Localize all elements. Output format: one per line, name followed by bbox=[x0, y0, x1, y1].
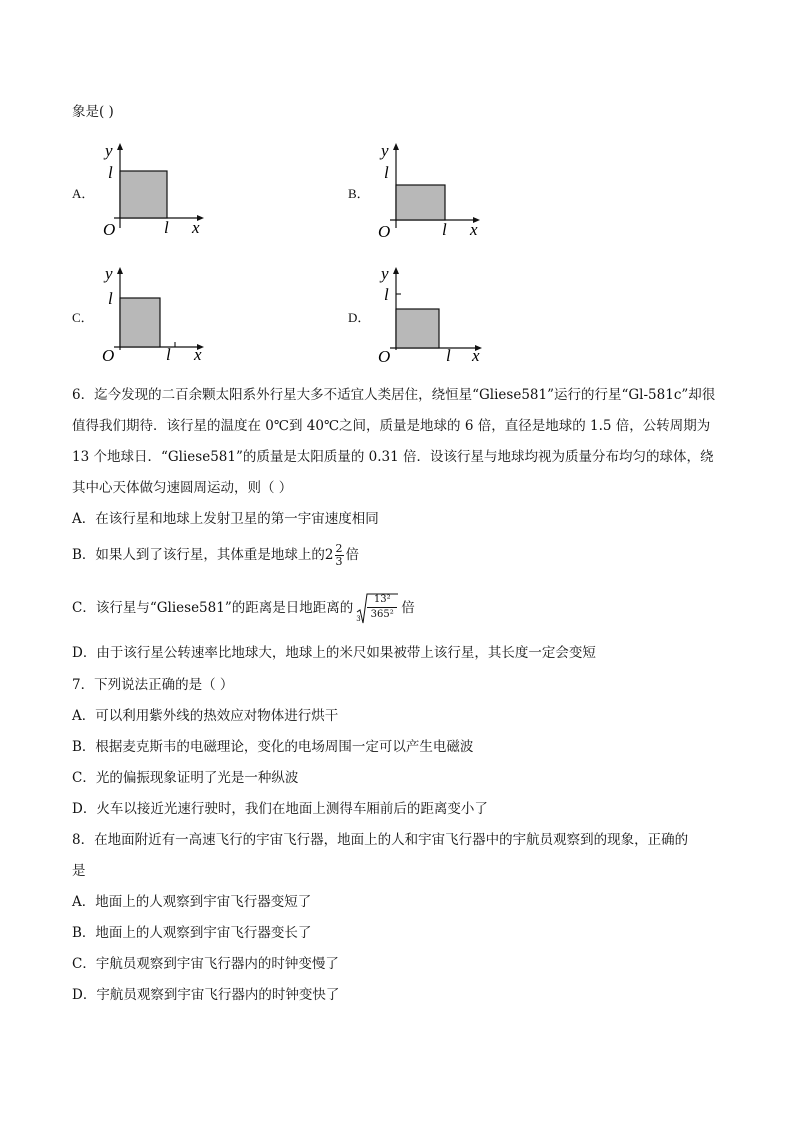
question-6-option-d: D．由于该行星公转速率比地球大，地球上的米尺如果被带上该行星，其长度一定会变短 bbox=[72, 645, 596, 661]
graph-a-x-mark: l bbox=[164, 218, 169, 237]
question-7-option-c: C．光的偏振现象证明了光是一种纵波 bbox=[72, 770, 299, 786]
option-c-label: C． bbox=[72, 310, 94, 325]
question-6-option-c bbox=[72, 591, 415, 626]
question-8-stem-line-1: 8．在地面附近有一高速飞行的宇宙飞行器，地面上的人和宇宙飞行器中的宇航员观察到的现象，正确的 bbox=[72, 832, 689, 848]
graph-d-x-mark: l bbox=[446, 346, 451, 362]
graph-d-x-label: x bbox=[472, 346, 480, 362]
question-8-option-c: C．宇航员观察到宇宙飞行器内的时钟变慢了 bbox=[72, 956, 339, 972]
question-6-option-b bbox=[72, 542, 359, 568]
question-6-stem-line-3: 13 个地球日．“Gliese581”的质量是太阳质量的 0.31 倍．设该行星与地球均视为质量分布均匀的球体，绕 bbox=[72, 449, 714, 465]
question-6-option-b-fraction bbox=[335, 543, 344, 568]
option-a-label: A． bbox=[72, 186, 95, 201]
graph-b-y-label: y bbox=[381, 141, 389, 160]
question-8-option-d: D．宇航员观察到宇宙飞行器内的时钟变快了 bbox=[72, 987, 340, 1003]
question-6-option-c-text: C．该行星与“Gliese581”的距离是日地距离的 bbox=[72, 600, 354, 616]
question-6-stem-line-4: 其中心天体做匀速圆周运动，则（ ） bbox=[72, 480, 293, 496]
question-6-option-b-suffix: 倍 bbox=[345, 547, 360, 563]
graph-c-y-label: y bbox=[105, 264, 113, 283]
graph-c-origin: O bbox=[102, 346, 115, 362]
fraction-numerator: 2 bbox=[335, 542, 343, 555]
root-numerator: 13² bbox=[367, 593, 397, 608]
question-6-stem-line-2: 值得我们期待．该行星的温度在 0℃到 40℃之间，质量是地球的 6 倍，直径是地球的 1.5 倍，公转周期为 bbox=[72, 418, 711, 434]
question-8-option-b: B．地面上的人观察到宇宙飞行器变长了 bbox=[72, 925, 312, 941]
question-6-option-b-whole: 2 bbox=[324, 547, 334, 563]
graph-c-x-mark: l bbox=[166, 345, 171, 362]
graph-option-d bbox=[376, 262, 486, 362]
question-6-stem-line-1: 6．迄今发现的二百余颗太阳系外行星大多不适宜人类居住，绕恒星“Gliese581”运行的行星“Gl-581c”却很 bbox=[72, 387, 716, 403]
graph-b-y-mark: l bbox=[384, 163, 389, 182]
graph-b-x-mark: l bbox=[442, 220, 447, 239]
graph-option-a bbox=[100, 140, 210, 240]
question-7-option-d: D．火车以接近光速行驶时，我们在地面上测得车厢前后的距离变小了 bbox=[72, 801, 488, 817]
graph-d-y-mark: l bbox=[384, 285, 389, 304]
question-8-stem-line-2: 是 bbox=[72, 863, 86, 879]
graph-b-x-label: x bbox=[470, 220, 478, 239]
graph-a-x-label: x bbox=[192, 218, 200, 237]
question-7-stem: 7．下列说法正确的是（ ） bbox=[72, 677, 234, 693]
root-index: 3 bbox=[356, 614, 361, 623]
graph-a-origin: O bbox=[103, 220, 116, 239]
graph-c-x-label: x bbox=[194, 345, 202, 362]
graph-c-y-mark: l bbox=[108, 289, 113, 308]
question-6-option-a: A．在该行星和地球上发射卫星的第一宇宙速度相同 bbox=[72, 511, 379, 527]
option-b-label: B． bbox=[348, 186, 370, 201]
option-d-label: D． bbox=[348, 310, 371, 325]
question-6-option-b-text: B．如果人到了该行星，其体重是地球上的 bbox=[72, 547, 325, 563]
cube-root-expression bbox=[355, 592, 399, 626]
question-8-option-a: A．地面上的人观察到宇宙飞行器变短了 bbox=[72, 894, 312, 910]
graph-a-y-mark: l bbox=[108, 163, 113, 182]
fraction-denominator: 3 bbox=[335, 555, 343, 568]
question-6-option-c-suffix: 倍 bbox=[401, 600, 415, 616]
question-7-option-a: A．可以利用紫外线的热效应对物体进行烘干 bbox=[72, 708, 339, 724]
question-7-option-b: B．根据麦克斯韦的电磁理论，变化的电场周围一定可以产生电磁波 bbox=[72, 739, 474, 755]
root-denominator: 365² bbox=[370, 608, 394, 620]
question-5-stem-tail: 象是( ) bbox=[72, 104, 114, 120]
graph-a-y-label: y bbox=[105, 141, 113, 160]
graph-d-y-label: y bbox=[381, 264, 389, 283]
graph-d-origin: O bbox=[378, 347, 391, 362]
graph-option-c bbox=[100, 262, 210, 362]
graph-b-origin: O bbox=[378, 222, 391, 240]
graph-option-b bbox=[376, 140, 486, 240]
